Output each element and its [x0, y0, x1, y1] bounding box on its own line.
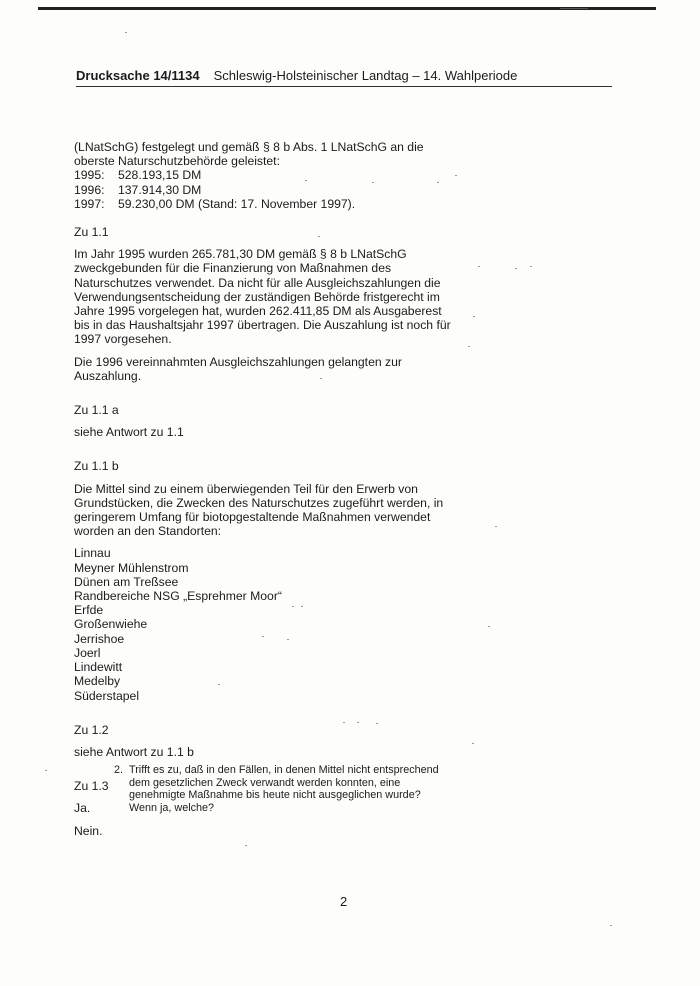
- list-item: Linnau: [74, 546, 111, 561]
- scan-speck: [343, 722, 345, 723]
- amount-value: 528.193,15 DM: [118, 168, 202, 183]
- amount-value: 59.230,00 DM (Stand: 17. November 1997).: [118, 196, 356, 211]
- scan-speck: [262, 636, 264, 637]
- section-heading-zu-1-3: Zu 1.3: [74, 779, 109, 794]
- scan-speck: [301, 606, 303, 607]
- section-text-zu-1-1-payout: Die 1996 vereinnahmten Ausgleichszahlungen gelangten zur Auszahlung.: [74, 354, 402, 383]
- scan-speck: [473, 316, 475, 317]
- scan-speck: [218, 684, 220, 685]
- scan-speck: [478, 266, 480, 267]
- scan-speck: [357, 722, 359, 723]
- scan-speck: [45, 770, 47, 771]
- list-item: Medelby: [74, 674, 121, 689]
- list-item: Lindewitt: [74, 660, 123, 675]
- amount-year: 1995:: [74, 168, 105, 183]
- scan-speck: [515, 268, 517, 269]
- section-heading-zu-1-1: Zu 1.1: [74, 225, 109, 240]
- section-heading-zu-1-1-a: Zu 1.1 a: [74, 403, 119, 418]
- question-2: [114, 764, 444, 814]
- section-text-zu-1-2: siehe Antwort zu 1.1 b: [74, 744, 194, 759]
- intro-paragraph: (LNatSchG) festgelegt und gemäß § 8 b Abs. 1 LNatSchG an die oberste Naturschutzbehörde geleistet:: [74, 140, 424, 169]
- page-number: 2: [340, 894, 348, 909]
- section-text-zu-1-1-b: Die Mittel sind zu einem überwiegenden Teil für den Erwerb von Grundstücken, die Zwecken des Naturschutzes zugeführt werden, in geringerem Umfang für biotopgestaltende Maßnahmen verwendet worden an den Standorten:: [74, 481, 444, 539]
- top-rule-fragment: [560, 8, 588, 9]
- scan-speck: [468, 346, 470, 347]
- amount-row: [74, 168, 459, 182]
- question-text: Trifft es zu, daß in den Fällen, in denen Mittel nicht entsprechend dem gesetzlichen Zweck verwandt werden konnten, eine genehmigte Maßnahme bis heute nicht ausgeglichen wurde? Wenn ja, welche?: [129, 764, 439, 814]
- scan-speck: [488, 626, 490, 627]
- list-item: Jerrishoe: [74, 631, 125, 646]
- document-body: [74, 140, 459, 816]
- header-title: Schleswig-Holsteinischer Landtag – 14. Wahlperiode: [213, 68, 518, 83]
- amount-row: [74, 183, 459, 197]
- section-text-zu-1-1: Im Jahr 1995 wurden 265.781,30 DM gemäß § 8 b LNatSchG zweckgebunden für die Finanzierung von Maßnahmen des Naturschutzes verwendet. Da nicht für alle Ausgleichszahlungen die Verwendungsentscheidung der zuständigen Behörde fristgerecht im Jahre 1995 vorgelegen hat, wurden 262.411,85 DM als Ausgaberest bis in das Haushaltsjahr 1997 übertragen. Die Auszahlung ist noch für 1997 vorgesehen.: [74, 247, 451, 347]
- scan-speck: [610, 925, 612, 926]
- list-item: Erfde: [74, 603, 104, 618]
- amount-row: [74, 197, 459, 211]
- scan-speck: [372, 182, 374, 183]
- list-item: Joerl: [74, 645, 101, 660]
- list-item: Dünen am Treßsee: [74, 574, 179, 589]
- document-reference: Drucksache 14/1134: [76, 68, 200, 83]
- list-item: Meyner Mühlenstrom: [74, 560, 189, 575]
- section-text-zu-1-3: Ja.: [74, 801, 91, 816]
- scan-speck: [125, 32, 127, 33]
- scan-speck: [495, 526, 497, 527]
- scan-speck: [437, 182, 439, 183]
- list-item: Großenwiehe: [74, 617, 148, 632]
- scan-speck: [376, 723, 378, 724]
- section-text-zu-1-1-a: siehe Antwort zu 1.1: [74, 425, 184, 440]
- scan-speck: [455, 175, 457, 176]
- section-heading-zu-1-2: Zu 1.2: [74, 722, 109, 737]
- question-number: 2.: [114, 764, 124, 776]
- amount-year: 1996:: [74, 182, 105, 197]
- page-header: [76, 68, 612, 87]
- scan-speck: [305, 180, 307, 181]
- scan-speck: [245, 845, 247, 846]
- amount-value: 137.914,30 DM: [118, 182, 202, 197]
- scan-speck: [292, 606, 294, 607]
- scan-speck: [287, 639, 289, 640]
- scan-speck: [530, 266, 532, 267]
- amounts-list: [74, 168, 459, 211]
- list-item: Süderstapel: [74, 688, 140, 703]
- scan-speck: [472, 743, 474, 744]
- amount-year: 1997:: [74, 196, 105, 211]
- site-list: [74, 546, 459, 702]
- scan-speck: [320, 378, 322, 379]
- list-item: Randbereiche NSG „Esprehmer Moor“: [74, 589, 282, 604]
- scan-speck: [318, 236, 320, 237]
- answer-2: Nein.: [74, 824, 103, 838]
- section-heading-zu-1-1-b: Zu 1.1 b: [74, 459, 119, 474]
